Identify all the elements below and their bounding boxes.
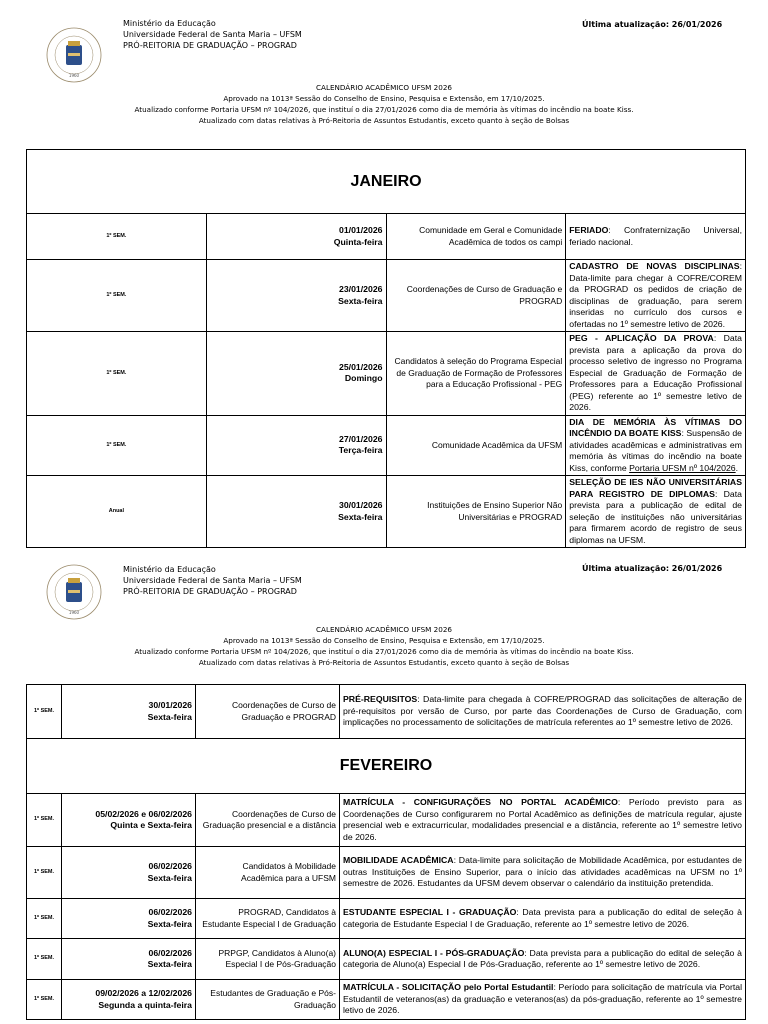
weekday: Domingo (344, 373, 383, 384)
weekday: Quinta-feira (333, 236, 383, 247)
table-row (27, 476, 746, 548)
event-text: : Data-limite para chegar à COFRE/COREM da PROGRAD os pedidos de criação de disciplinas de graduação, para serem inseridas no currículo dos cursos e ofertadas no 1º semestre letivo de 2026. (569, 261, 742, 329)
description-cell (340, 899, 746, 939)
table-row (27, 415, 746, 476)
audience-cell: Coordenações de Curso de Graduação presencial e a distância (196, 794, 340, 847)
date-cell (62, 899, 196, 939)
calendar-approval: Aprovado na 1013ª Sessão do Conselho de Ensino, Pesquisa e Extensão, em 17/10/2025. (223, 94, 545, 103)
date-cell (62, 980, 196, 1020)
event-title: FERIADO (569, 225, 609, 235)
weekday: Sexta-feira (147, 959, 192, 969)
calendar-update-note: Atualizado conforme Portaria UFSM nº 104/2026, que instituí o dia 27/01/2026 como dia de memória às vítimas do incêndio na boate Kiss. (134, 105, 634, 114)
weekday: Sexta-feira (147, 918, 192, 929)
semester-cell: 1º SEM. (27, 847, 62, 899)
event-title: MATRÍCULA - CONFIGURAÇÕES NO PORTAL ACADÊMICO (343, 797, 618, 807)
audience-cell: PRPGP, Candidatos à Aluno(a) Especial I de Pós-Graduação (196, 939, 340, 980)
university-seal-icon (46, 27, 102, 83)
description-cell (340, 980, 746, 1020)
ministry-name: Ministério da Educação (123, 565, 216, 574)
description-cell (566, 214, 746, 260)
semester-cell: 1º SEM. (27, 685, 62, 739)
institution-block (123, 18, 302, 51)
table-row (27, 260, 746, 332)
event-title: DIA DE MEMÓRIA ÀS VÍTIMAS DO INCÊNDIO DA BOATE KISS (569, 416, 742, 438)
table-row (27, 847, 746, 899)
date: 01/01/2026 (339, 225, 383, 235)
description-cell (340, 847, 746, 899)
month-title: JANEIRO (27, 150, 746, 214)
semester-cell: 1º SEM. (27, 939, 62, 980)
calendar-approval: Aprovado na 1013ª Sessão do Conselho de Ensino, Pesquisa e Extensão, em 17/10/2025. (223, 636, 545, 645)
weekday: Sexta-feira (338, 295, 383, 306)
calendar-title: CALENDÁRIO ACADÊMICO UFSM 2026 (316, 83, 452, 92)
weekday: Sexta-feira (338, 511, 383, 522)
event-text: : Data prevista para a aplicação da prova do processo seletivo de ingresso no Programa Especial de Graduação de Formação de Professores para a Educação Profissional (PEG) referente ao 1º semestre letivo de 2026. (569, 333, 742, 412)
event-title: MATRÍCULA - SOLICITAÇÃO pelo Portal Estudantil (343, 982, 554, 993)
calendar-heading (0, 82, 768, 126)
last-update: Última atualização: 26/01/2026 (582, 564, 723, 573)
semester-cell: 1º SEM. (27, 980, 62, 1020)
event-text: : Período previsto para as Coordenações de Curso configurarem no Portal Acadêmico as definições de matrícula regular, ajuste presencial web e extracurricular, modalidades presencial e a distância, referente ao 1º semestre letivo de 2026. (343, 797, 742, 842)
semester-cell: Anual (27, 476, 207, 548)
event-title: MOBILIDADE ACADÊMICA (343, 855, 454, 866)
date-cell (62, 847, 196, 899)
weekday: Segunda a quinta-feira (98, 999, 192, 1010)
description-cell (566, 260, 746, 332)
semester-cell: 1º SEM. (27, 214, 207, 260)
weekday: Sexta-feira (147, 711, 192, 722)
table-row (27, 899, 746, 939)
semester-cell: 1º SEM. (27, 415, 207, 476)
month-row (27, 150, 746, 214)
university-seal-icon (46, 564, 102, 620)
event-title: SELEÇÃO DE IES NÃO UNIVERSITÁRIAS PARA REGISTRO DE DIPLOMAS (569, 477, 742, 499)
date: 05/02/2026 e 06/02/2026 (95, 808, 192, 819)
university-name: Universidade Federal de Santa Maria – UFSM (123, 576, 302, 585)
audience-cell: Instituições de Ensino Superior Não Universitárias e PROGRAD (386, 476, 566, 548)
calendar-update-note: Atualizado conforme Portaria UFSM nº 104/2026, que instituí o dia 27/01/2026 como dia de memória às vítimas do incêndio na boate Kiss. (134, 647, 634, 656)
calendar-table-january (26, 149, 746, 548)
calendar-prae-note: Atualizado com datas relativas à Pró-Reitoria de Assuntos Estudantis, exceto quanto à seção de Bolsas (198, 658, 570, 667)
audience-cell: Comunidade Acadêmica da UFSM (386, 415, 566, 476)
description-cell (340, 939, 746, 980)
svg-text:1960: 1960 (68, 73, 80, 78)
description-cell (566, 332, 746, 416)
calendar-title: CALENDÁRIO ACADÊMICO UFSM 2026 (316, 625, 452, 634)
portaria-link[interactable]: Portaria UFSM nº 104/2026 (629, 462, 736, 473)
calendar-table-february (26, 684, 746, 1020)
university-name: Universidade Federal de Santa Maria – UFSM (123, 30, 302, 39)
audience-cell: Coordenações de Curso de Graduação e PROGRAD (386, 260, 566, 332)
date: 25/01/2026 (339, 361, 383, 372)
date-cell (206, 214, 386, 260)
description-cell (340, 794, 746, 847)
prorectory-name: PRÓ-REITORIA DE GRADUAÇÃO – PROGRAD (123, 587, 297, 596)
table-row (27, 980, 746, 1020)
audience-cell: Candidatos à Mobilidade Acadêmica para a UFSM (196, 847, 340, 899)
date: 30/01/2026 (148, 700, 192, 710)
date-cell (62, 794, 196, 847)
event-text: : Confraternização Universal, feriado nacional. (569, 225, 742, 247)
ministry-name: Ministério da Educação (123, 19, 216, 28)
calendar-prae-note: Atualizado com datas relativas à Pró-Reitoria de Assuntos Estudantis, exceto quanto à seção de Bolsas (198, 116, 570, 125)
semester-cell: 1º SEM. (27, 794, 62, 847)
last-update: Última atualização: 26/01/2026 (582, 20, 723, 29)
month-title: FEVEREIRO (27, 739, 746, 794)
table-row (27, 332, 746, 416)
description-cell (340, 685, 746, 739)
date-cell (206, 415, 386, 476)
semester-cell: 1º SEM. (27, 332, 207, 416)
calendar-heading (0, 624, 768, 668)
date: 30/01/2026 (339, 500, 383, 510)
event-title: CADASTRO DE NOVAS DISCIPLINAS (569, 261, 740, 271)
date: 09/02/2026 a 12/02/2026 (95, 988, 192, 998)
svg-text:1960: 1960 (68, 610, 80, 615)
table-row (27, 685, 746, 739)
table-row (27, 939, 746, 980)
event-text: : Data-limite para chegada à COFRE/PROGRAD das solicitações de alteração de pré-requisitos por versão de Curso, por parte das Coordenações de Curso de Graduação, com implicações no processamento de solicitações de matrícula referentes ao 1º semestre letivo de 2026. (343, 694, 742, 728)
date: 23/01/2026 (339, 284, 383, 294)
event-title: ESTUDANTE ESPECIAL I - GRADUAÇÃO (343, 907, 517, 917)
audience-cell: Candidatos à seleção do Programa Especial de Graduação de Formação de Professores para a Educação Profissional - PEG (386, 332, 566, 416)
event-text: : Período para solicitação de matrícula via Portal Estudantil de veteranos(as) da graduação e veteranos(as) da pós-graduação, referente ao 1º semestre letivo de 2026. (343, 982, 743, 1016)
date-cell (206, 332, 386, 416)
weekday: Sexta-feira (147, 872, 192, 883)
institution-block (123, 564, 302, 597)
description-cell (566, 415, 746, 476)
date: 06/02/2026 (148, 947, 192, 958)
weekday: Quinta e Sexta-feira (110, 820, 192, 830)
date: 06/02/2026 (148, 907, 192, 917)
event-text: : Suspensão de atividades acadêmicas e administrativas em memória às vítimas do incêndio na boate Kiss, conforme (569, 428, 742, 473)
event-text: : Data prevista para a publicação do edital de seleção à categoria de Aluno(a) Especial I de Pós-Graduação, referente ao 1º semestre letivo de 2026. (343, 947, 743, 969)
weekday: Terça-feira (338, 445, 383, 456)
audience-cell: PROGRAD, Candidatos à Estudante Especial I de Graduação (196, 899, 340, 939)
date-cell (206, 260, 386, 332)
audience-cell: Estudantes de Graduação e Pós-Graduação (196, 980, 340, 1020)
page-header (0, 0, 768, 125)
date-cell (62, 939, 196, 980)
description-cell (566, 476, 746, 548)
date: 06/02/2026 (148, 861, 192, 871)
semester-cell: 1º SEM. (27, 899, 62, 939)
date: 27/01/2026 (339, 433, 383, 444)
event-title: ALUNO(A) ESPECIAL I - PÓS-GRADUAÇÃO (343, 947, 525, 958)
event-title: PRÉ-REQUISITOS (343, 694, 418, 705)
event-text: : Data-limite para solicitação de Mobilidade Acadêmica, por estudantes de outras Instituições de Ensino Superior, para o início das atividades acadêmicas na UFSM no 1º semestre de 2026. Estudantes da UFSM devem observar o calendário da instituição pretendida. (343, 855, 742, 889)
date-cell (62, 685, 196, 739)
audience-cell: Coordenações de Curso de Graduação e PROGRAD (196, 685, 340, 739)
table-row (27, 794, 746, 847)
page-header (0, 554, 768, 667)
prorectory-name: PRÓ-REITORIA DE GRADUAÇÃO – PROGRAD (123, 41, 297, 50)
event-text-tail: . (735, 462, 739, 473)
event-text: : Data prevista para a publicação de edital de seleção de instituições não universitárias para firmarem acordo de registro de seus diplomas na UFSM. (569, 488, 742, 545)
date-cell (206, 476, 386, 548)
semester-cell: 1º SEM. (27, 260, 207, 332)
month-row (27, 739, 746, 794)
event-title: PEG - APLICAÇÃO DA PROVA (569, 333, 714, 343)
table-row (27, 214, 746, 260)
audience-cell: Comunidade em Geral e Comunidade Acadêmica de todos os campi (386, 214, 566, 260)
event-text: : Data prevista para a publicação do edital de seleção à categoria de Estudante Especial I de Graduação, referente ao 1º semestre letivo de 2026. (343, 907, 742, 929)
